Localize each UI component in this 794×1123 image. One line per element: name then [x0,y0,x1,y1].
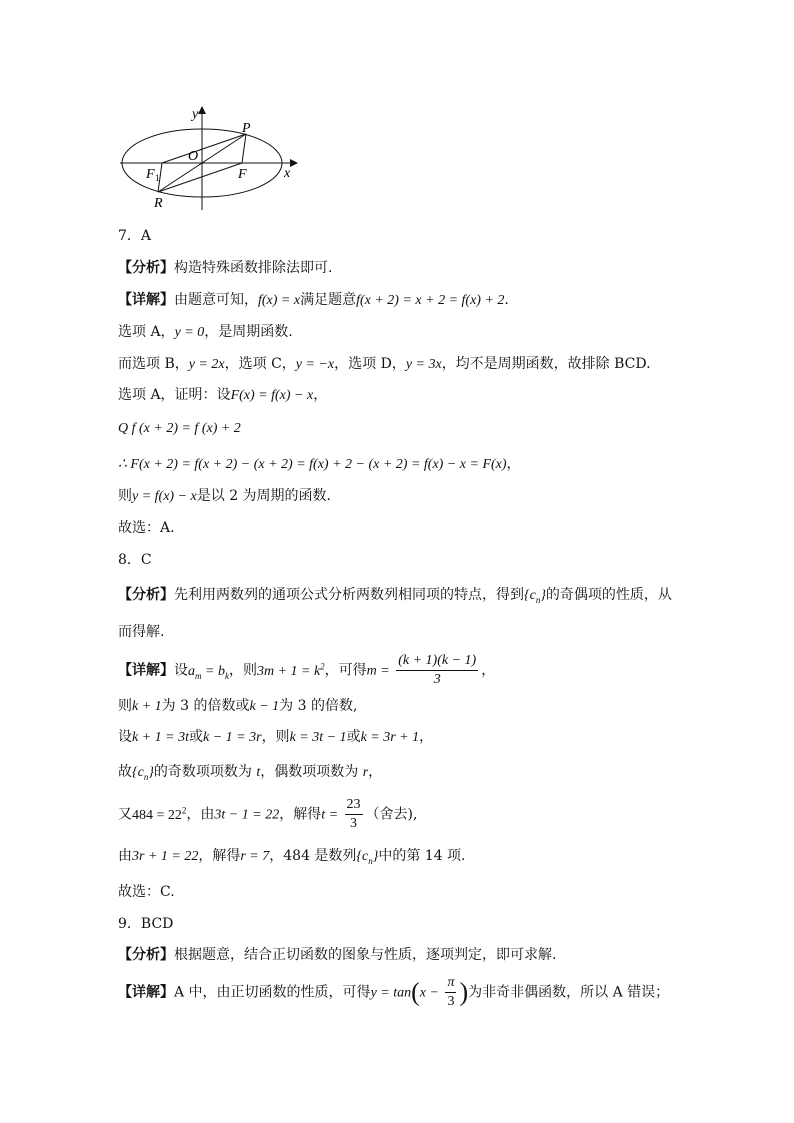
sequence-cn [356,849,378,864]
text: ，解得 [198,848,241,864]
text: 设 [174,662,188,679]
q8-analysis-2: 而得解. [118,624,165,640]
text: 则 [118,488,132,504]
label-o: O [188,149,199,164]
text: 满足题意 [300,292,357,308]
text: 的奇偶项的性质，从 [545,587,672,603]
sequence-cn [132,765,154,780]
segment-rf [158,163,242,192]
text: ， [313,387,328,403]
q9-answer: 9．BCD [118,916,174,932]
numerator: π [445,974,456,993]
text: ，由 [186,806,215,823]
q7-detail-1 [118,290,509,311]
text: 选项 A， [118,324,175,340]
formula [132,804,187,823]
q7-detail-2 [118,322,293,343]
numerator: (k + 1)(k − 1) [396,652,478,671]
numerator: 23 [345,796,363,815]
text: = b [201,663,225,679]
q8-conclusion: 故选：C. [118,884,175,900]
q7-detail-5: Q f (x + 2) = f (x) + 2 [118,421,241,436]
text: } [148,765,154,780]
text: 先利用两数列的通项公式分析两数列相同项的特点，得到 [174,587,524,603]
q7-conclusion: 故选：A. [118,520,175,536]
formula: y = −x [295,357,335,372]
text: 是以 2 为周期的函数. [196,488,332,504]
formula: t = [321,807,342,823]
formula: y = 0 [174,325,205,340]
subscript: n [143,771,149,782]
q7-analysis [118,258,332,278]
q8-detail-6 [118,846,466,871]
formula: f(x) = x [258,293,301,308]
text: 中的第 14 项. [378,848,466,864]
text: A 中，由正切函数的性质，可得 [174,984,371,1001]
formula: r [362,765,369,780]
segment-f1p [162,134,246,163]
formula [188,664,229,679]
text: 484 = 22 [132,807,182,823]
text: ， [481,662,496,679]
text: 又 [118,806,132,823]
text: 设 [118,729,132,745]
q8-detail-4 [118,762,382,787]
formula: r = 7 [240,849,270,864]
detail-tag: 【详解】 [118,984,174,1001]
text: 为非奇非偶函数，所以 A 错误； [468,984,670,1001]
text: ，484 是数列 [269,848,357,864]
q7-detail-4 [118,385,327,406]
q9-detail-1 [118,974,669,1011]
q7-detail-7 [118,486,331,507]
text: . [504,292,509,308]
formula: k = 3r + 1 [360,730,420,745]
text: ， [419,729,434,745]
x-axis-arrow-icon [290,159,298,167]
text: } [372,849,379,864]
superscript: 2 [320,660,325,671]
formula: k − 1 [249,699,280,714]
q7-detail-6 [118,454,521,475]
text: 的奇数项项数为 [153,764,257,780]
formula: f(x + 2) = x + 2 = f(x) + 2 [356,293,505,308]
analysis-text: 根据题意，结合正切函数的图象与性质，逐项判定，即可求解. [174,947,557,963]
text: ，则 [261,729,290,745]
q8-detail-2 [118,696,357,717]
q7-detail-3 [118,354,651,375]
formula: y = tan [370,985,412,1001]
text: {c [524,588,536,603]
label-f1: F [146,167,155,182]
text: 或 [189,729,203,745]
fraction [445,974,456,1011]
ellipse-figure [118,100,308,212]
right-paren: ) [459,977,469,1007]
segment-pf [242,134,246,163]
denominator: 3 [447,994,455,1009]
formula: y = 3x [405,357,442,372]
q8-answer: 8．C [118,552,152,568]
fraction [345,796,363,833]
detail-tag: 【详解】 [118,292,174,308]
text: （舍去), [365,806,418,823]
text: ，可得 [324,662,367,679]
label-x: x [284,166,291,181]
text: } [540,588,546,603]
subscript: k [224,670,229,681]
left-paren: ( [411,977,420,1007]
formula: 3t − 1 = 22 [214,807,280,823]
analysis-tag: 【分析】 [118,260,174,276]
q8-detail-3 [118,727,433,748]
analysis-text: 构造特殊函数排除法即可. [174,260,333,276]
formula: k + 1 = 3t [132,730,189,745]
formula: y = f(x) − x [132,489,197,504]
text: ， [368,764,383,780]
text: {c [356,849,369,864]
text: a [188,663,195,679]
formula: 3r + 1 = 22 [132,849,199,864]
formula: x − [419,985,443,1001]
text: ，选项 D， [334,356,406,372]
y-axis-arrow-icon [198,106,206,114]
q7-answer: 7．A [118,228,152,244]
analysis-tag: 【分析】 [118,947,174,963]
text: 或 [346,729,361,745]
superscript: 2 [181,804,187,815]
subscript: m [195,670,202,681]
subscript: n [535,594,541,605]
formula: y = 2x [188,357,225,372]
text: ，是周期函数. [204,324,293,340]
q8-analysis-1 [118,585,672,610]
text: 由 [118,848,132,864]
label-r: R [154,196,163,211]
formula [256,660,325,679]
label-f: F [238,167,247,182]
formula: m = [366,663,394,679]
denominator: 3 [350,816,358,831]
text: ，选项 C， [224,356,296,372]
q8-detail-1 [118,652,495,689]
label-p: P [242,121,251,136]
formula: k − 1 = 3r [203,730,262,745]
label-f1-sub: 1 [155,173,160,183]
denominator: 3 [433,672,441,687]
text: 而选项 B， [118,356,189,372]
label-y: y [192,107,199,122]
text: ，均不是周期函数，故排除 BCD. [441,356,651,372]
formula: F(x) = f(x) − x [230,388,314,403]
analysis-tag: 【分析】 [118,587,174,603]
text: ，偶数项项数为 [260,764,363,780]
formula: t [256,765,261,780]
formula: ∴ F(x + 2) = f(x + 2) − (x + 2) = f(x) + 2 − (x + 2) = f(x) − x = F(x) [118,457,507,472]
sequence-cn [524,588,546,603]
detail-tag: 【详解】 [118,662,174,679]
q8-detail-5 [118,796,417,833]
text: ，则 [228,662,257,679]
subscript: n [368,855,373,866]
text: 为 3 的倍数或 [161,698,250,714]
q9-analysis [118,945,556,965]
text: 由题意可知， [174,292,258,308]
formula: k + 1 [132,699,162,714]
text: 选项 A，证明：设 [118,387,231,403]
text: 为 3 的倍数, [279,698,358,714]
text: 3m + 1 = k [256,663,321,679]
text: 故 [118,764,132,780]
text: {c [132,765,144,780]
text: ， [506,456,521,472]
text: ，解得 [279,806,322,823]
fraction [396,652,478,689]
text: 则 [118,698,132,714]
formula: k = 3t − 1 [289,730,347,745]
